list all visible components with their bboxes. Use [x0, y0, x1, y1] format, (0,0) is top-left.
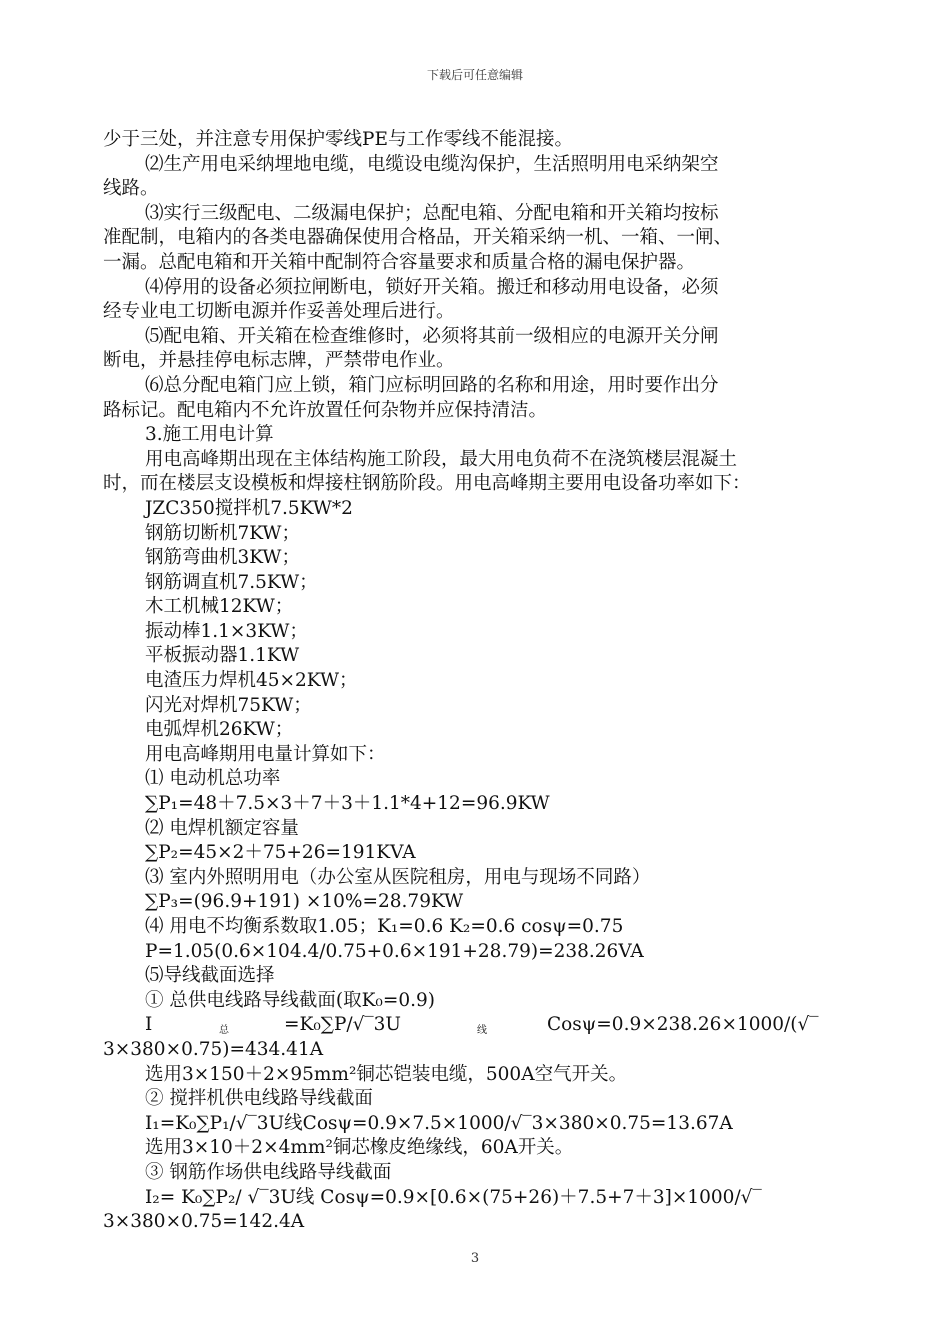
- text-line: 选用3×150＋2×95mm²铜芯铠装电缆，500A空气开关。: [145, 1063, 628, 1085]
- text-line: ② 搅拌机供电线路导线截面: [145, 1088, 373, 1110]
- document-body: [103, 128, 863, 1235]
- text-line: 平板振动器1.1KW: [145, 645, 300, 667]
- text-line: 经专业电工切断电源并作妥善处理后进行。: [103, 301, 455, 323]
- text-line: 木工机械12KW；: [145, 596, 294, 618]
- text-line: 选用3×10＋2×4mm²铜芯橡皮绝缘线，60A开关。: [145, 1137, 574, 1159]
- text-line: ⑶实行三级配电、二级漏电保护；总配电箱、分配电箱和开关箱均按标: [145, 202, 719, 224]
- text-line: ∑P₂=45×2＋75+26=191KVA: [145, 842, 416, 864]
- text-line: ⑷停用的设备必须拉闸断电，锁好开关箱。搬迁和移动用电设备，必须: [145, 276, 719, 298]
- text-line: 电渣压力焊机45×2KW；: [145, 670, 358, 692]
- text-line: 路标记。配电箱内不允许放置任何杂物并应保持清洁。: [103, 399, 548, 421]
- text-line: P=1.05(0.6×104.4/0.75+0.6×191+28.79)=238.26VA: [145, 940, 644, 962]
- formula-part: Cosψ=0.9×238.26×1000/(√‾: [547, 1014, 819, 1036]
- text-line: 准配制，电箱内的各类电器确保使用合格品，开关箱采纳一机、一箱、一闸、: [103, 227, 733, 249]
- text-line: ∑P₃=(96.9+191) ×10%=28.79KW: [145, 891, 464, 913]
- text-line: 线路。: [103, 178, 159, 200]
- text-line: 3×380×0.75=142.4A: [103, 1211, 305, 1233]
- text-line: 钢筋切断机7KW；: [145, 522, 300, 544]
- text-block-2: [103, 1038, 863, 1235]
- text-line: ⑸配电箱、开关箱在检查维修时，必须将其前一级相应的电源开关分闸: [145, 325, 719, 347]
- text-line: ③ 钢筋作场供电线路导线截面: [145, 1161, 392, 1183]
- text-line: I₂= K₀∑P₂/ √‾3U线 Cosψ=0.9×[0.6×(75+26)＋7.5+7＋3]×1000/√‾: [145, 1186, 762, 1208]
- text-line: 3.施工用电计算: [145, 424, 274, 446]
- text-line: ⑴ 电动机总功率: [145, 768, 281, 790]
- formula-subscript: 总: [219, 1025, 229, 1037]
- text-line: ⑶ 室内外照明用电（办公室从医院租房，用电与现场不同路）: [145, 866, 651, 888]
- text-line: 电弧焊机26KW；: [145, 719, 294, 741]
- text-line: ⑸导线截面选择: [145, 965, 275, 987]
- formula-total-current: [103, 1013, 863, 1038]
- text-line: ∑P₁=48＋7.5×3＋7＋3＋1.1*4+12=96.9KW: [145, 793, 550, 815]
- text-line: 少于三处，并注意专用保护零线PE与工作零线不能混接。: [103, 129, 573, 150]
- formula-part: I: [145, 1014, 153, 1036]
- text-line: 用电高峰期出现在主体结构施工阶段，最大用电负荷不在浇筑楼层混凝土: [145, 448, 738, 470]
- text-line: 闪光对焊机75KW；: [145, 694, 312, 716]
- page-header: 下载后可任意编辑: [426, 68, 523, 82]
- formula-subscript: 线: [477, 1025, 487, 1037]
- formula-part: =K₀∑P/√‾3U: [284, 1014, 402, 1036]
- text-line: JZC350搅拌机7.5KW*2: [145, 497, 353, 519]
- text-line: 振动棒1.1×3KW；: [145, 620, 308, 642]
- text-line: 钢筋弯曲机3KW；: [145, 547, 300, 569]
- text-line: ⑹总分配电箱门应上锁，箱门应标明回路的名称和用途，用时要作出分: [145, 374, 719, 396]
- text-line: ⑵ 电焊机额定容量: [145, 817, 299, 839]
- text-line: 3×380×0.75)=434.41A: [103, 1038, 324, 1060]
- text-line: ⑵生产用电采纳埋地电缆，电缆设电缆沟保护，生活照明用电采纳架空: [145, 153, 719, 175]
- text-line: ⑷ 用电不均衡系数取1.05；K₁=0.6 K₂=0.6 cosψ=0.75: [145, 916, 624, 937]
- page-number: 3: [470, 1251, 480, 1266]
- text-line: I₁=K₀∑P₁/√‾3U线Cosψ=0.9×7.5×1000/√‾3×380×0.75=13.67A: [145, 1112, 733, 1134]
- text-line: 断电，并悬挂停电标志牌，严禁带电作业。: [103, 350, 455, 372]
- text-line: 用电高峰期用电量计算如下：: [145, 743, 386, 765]
- text-block-1: [103, 128, 863, 1013]
- text-line: 时，而在楼层支设模板和焊接柱钢筋阶段。用电高峰期主要用电设备功率如下：: [103, 473, 751, 495]
- text-line: 一漏。总配电箱和开关箱中配制符合容量要求和质量合格的漏电保护器。: [103, 251, 696, 273]
- text-line: 钢筋调直机7.5KW；: [145, 571, 318, 593]
- text-line: ① 总供电线路导线截面(取K₀=0.9): [145, 989, 435, 1011]
